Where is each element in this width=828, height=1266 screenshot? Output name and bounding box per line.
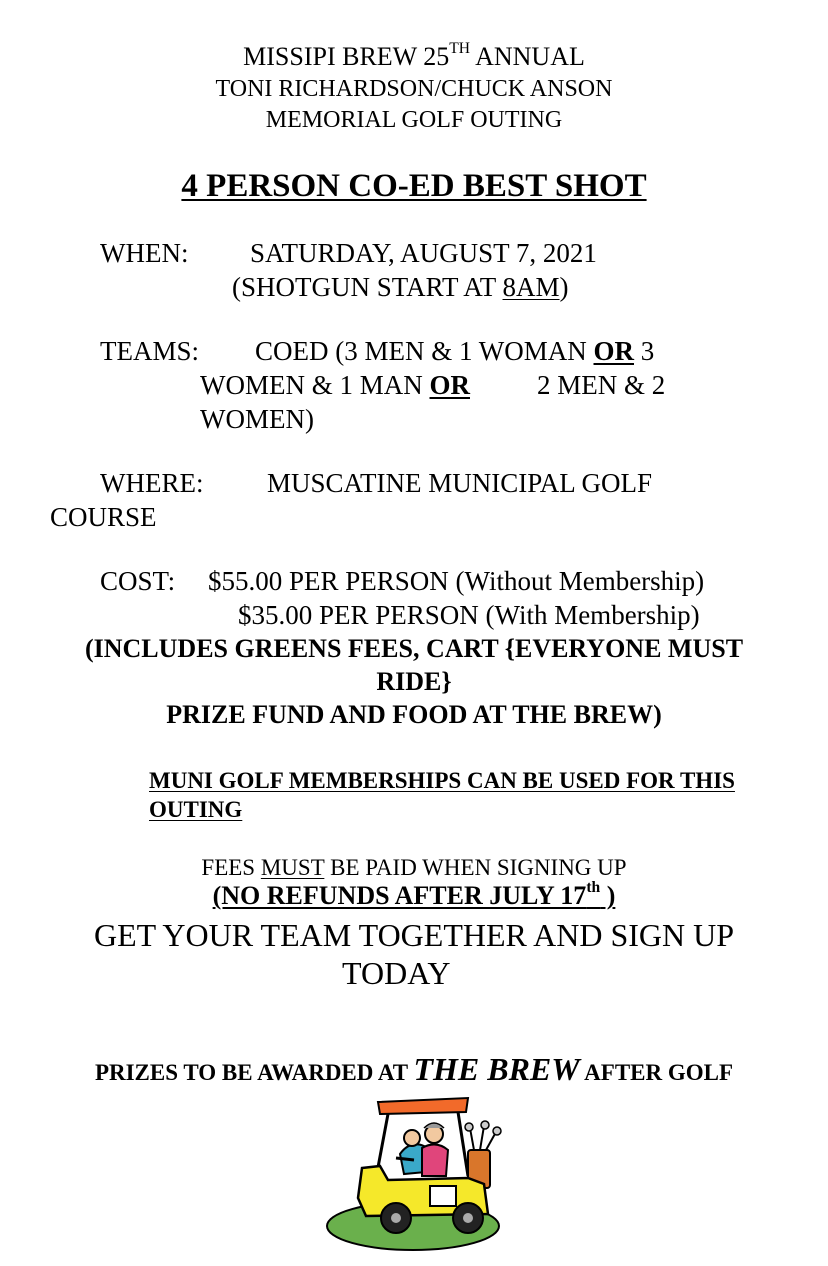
refund-notice: (NO REFUNDS AFTER JULY 17th ): [212, 879, 616, 910]
fees-notice: FEES MUST BE PAID WHEN SIGNING UP: [201, 855, 627, 880]
event-date: SATURDAY, AUGUST 7, 2021: [250, 238, 597, 268]
teams-line2: WOMEN & 1 MAN OR: [200, 370, 470, 400]
golf-cart-icon: [318, 1088, 528, 1258]
the-brew-emphasis: THE BREW: [413, 1051, 580, 1087]
includes-line1: (INCLUDES GREENS FEES, CART {EVERYONE MUST: [84, 634, 744, 663]
start-time: (SHOTGUN START AT 8AM): [232, 272, 569, 302]
teams-label: TEAMS:: [100, 336, 200, 366]
where-label: WHERE:: [100, 468, 204, 498]
cost-label: COST:: [100, 566, 176, 596]
event-title-line3: MEMORIAL GOLF OUTING: [265, 107, 563, 133]
includes-line2: RIDE}: [376, 667, 452, 696]
cta-line2: TODAY: [342, 955, 451, 991]
membership-note-line1: MUNI GOLF MEMBERSHIPS CAN BE USED FOR THIS: [149, 768, 735, 793]
driver-body: [422, 1144, 448, 1176]
venue-line1: MUSCATINE MUNICIPAL GOLF: [267, 468, 653, 498]
cart-roof: [378, 1098, 468, 1114]
membership-note-line2: OUTING: [149, 797, 243, 822]
event-title-line2: TONI RICHARDSON/CHUCK ANSON: [215, 76, 613, 102]
teams-line1: COED (3 MEN & 1 WOMAN OR 3: [255, 336, 655, 366]
cost-without-membership: $55.00 PER PERSON (Without Membership): [208, 566, 705, 596]
event-title-line1: MISSIPI BREW 25TH ANNUAL: [243, 40, 585, 71]
format-title: 4 PERSON CO-ED BEST SHOT: [181, 168, 647, 204]
teams-line3: WOMEN): [200, 404, 314, 434]
includes-line3: PRIZE FUND AND FOOD AT THE BREW): [166, 700, 662, 729]
when-label: WHEN:: [100, 238, 189, 268]
venue-line2: COURSE: [50, 502, 157, 532]
prizes-line: PRIZES TO BE AWARDED AT THE BREW AFTER GOLF: [94, 1051, 734, 1087]
cost-with-membership: $35.00 PER PERSON (With Membership): [238, 600, 700, 630]
cta-line1: GET YOUR TEAM TOGETHER AND SIGN UP: [93, 917, 735, 953]
teams-line2-end: 2 MEN & 2: [537, 370, 666, 400]
